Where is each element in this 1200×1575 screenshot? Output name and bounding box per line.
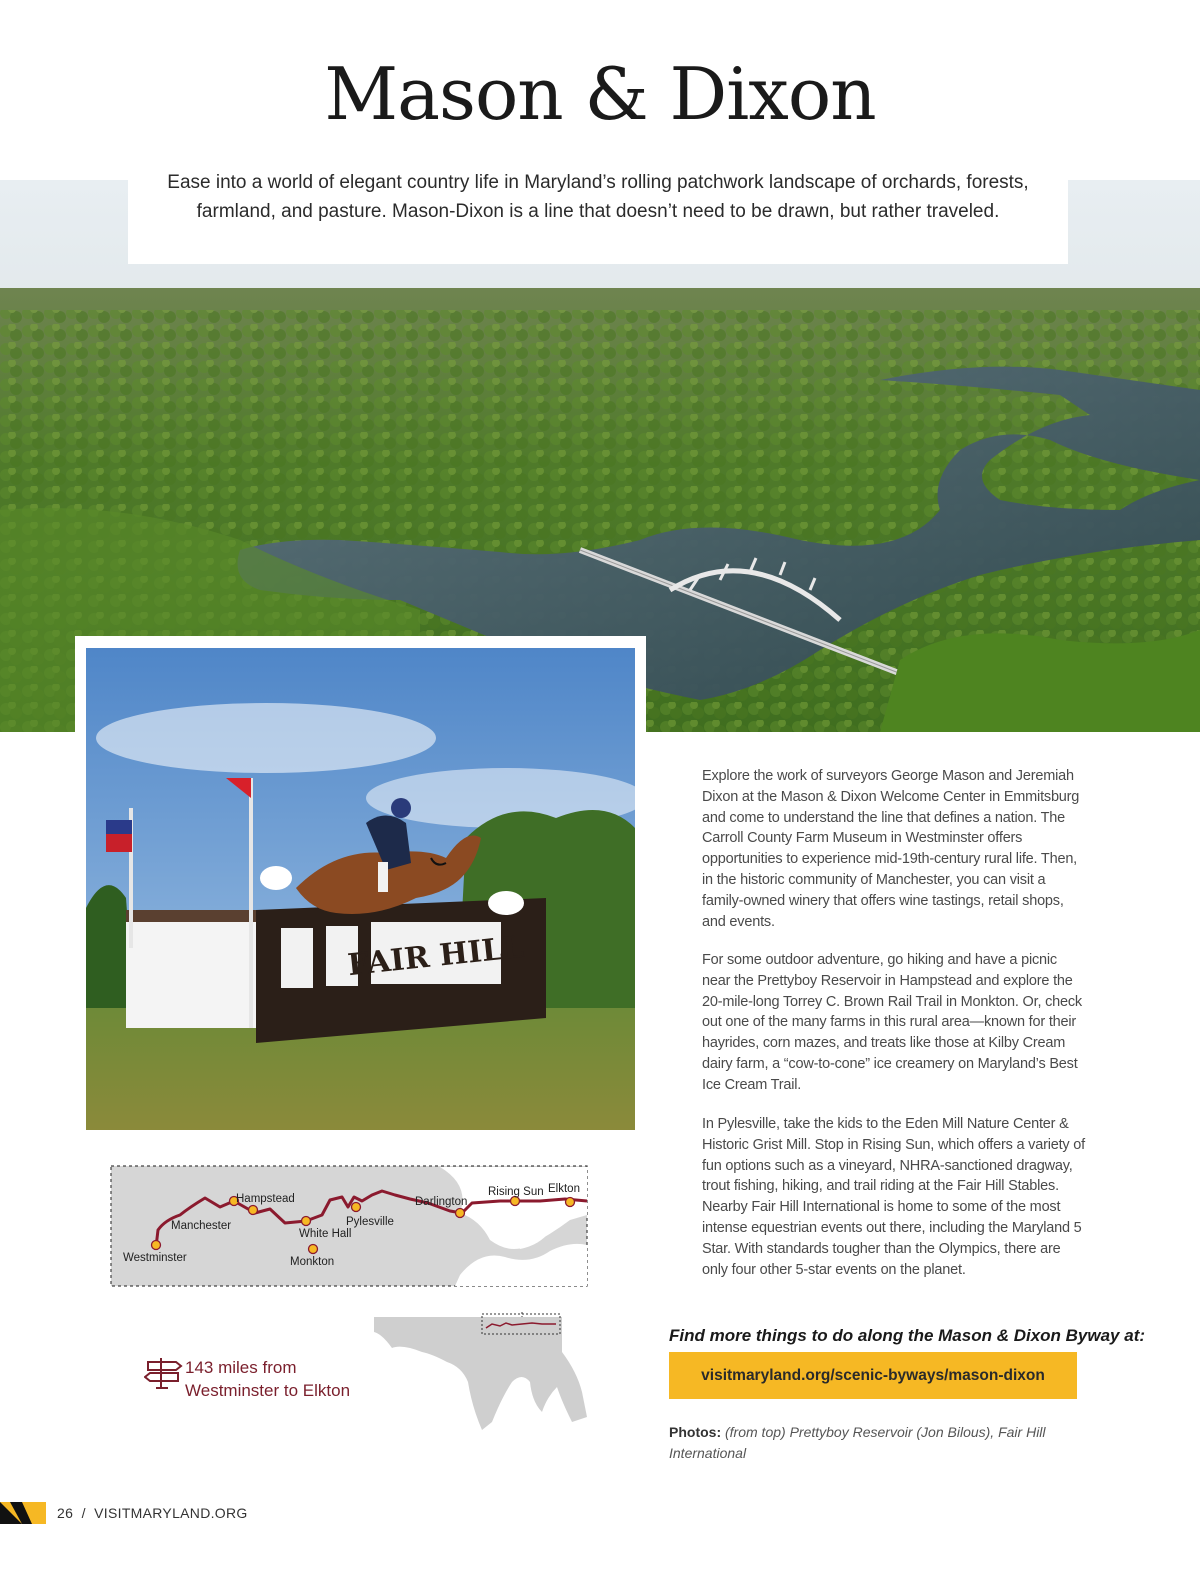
town-dot-white-hall bbox=[302, 1217, 311, 1226]
body-paragraph-3: In Pylesville, take the kids to the Eden Mill Nature Center & Historic Grist Mill. Stop in Rising Sun, which offers a variety of fun options such as a vineyard, NHRA-sanctioned dragway, trout fishing, hiking, and trail riding at the Fair Hill Stables. Nearby Fair Hill International is home to some of the most intense equestrian events out there, including the Maryland 5 Star. With standards tougher than the Olympics, there are only four other 5-star events on the planet. bbox=[702, 1116, 1086, 1278]
fair-hill-illustration bbox=[86, 648, 635, 1130]
footer-site[interactable]: VISITMARYLAND.ORG bbox=[94, 1505, 248, 1521]
equestrian-photo bbox=[86, 648, 635, 1130]
footer-separator: / bbox=[81, 1505, 86, 1521]
miles-line-2: Westminster to Elkton bbox=[185, 1381, 351, 1400]
town-dot-hampstead bbox=[249, 1206, 258, 1215]
route-map bbox=[110, 1165, 588, 1287]
photo-credits-text: (from top) Prettyboy Reservoir (Jon Bilous), Fair Hill International bbox=[669, 1424, 1046, 1461]
town-dot-pylesville bbox=[352, 1203, 361, 1212]
maryland-flag-icon bbox=[0, 1502, 46, 1524]
page-title: Mason & Dixon bbox=[324, 52, 876, 136]
maryland-outline bbox=[372, 1312, 594, 1432]
intro-text: Ease into a world of elegant country life in Maryland’s rolling patchwork landscape of orchards, forests, farmland, and pasture. Mason-Dixon is a line that doesn’t need to be drawn, but rather traveled. bbox=[167, 172, 1029, 222]
byway-route-map bbox=[110, 1165, 588, 1287]
miles-callout bbox=[185, 1356, 405, 1402]
label-monkton: Monkton bbox=[290, 1256, 335, 1268]
photo-credits-label: Photos: bbox=[669, 1424, 722, 1440]
town-dot-elkton bbox=[566, 1198, 575, 1207]
label-elkton: Elkton bbox=[548, 1183, 580, 1195]
photo-credits bbox=[669, 1422, 1049, 1464]
footer bbox=[57, 1505, 248, 1521]
miles-line-1: 143 miles from bbox=[185, 1358, 297, 1377]
find-more-heading: Find more things to do along the Mason & Dixon Byway at: bbox=[669, 1326, 1146, 1345]
town-dot-westminster bbox=[152, 1241, 161, 1250]
label-hampstead: Hampstead bbox=[236, 1193, 295, 1205]
label-white-hall: White Hall bbox=[299, 1228, 352, 1240]
signpost-icon bbox=[144, 1356, 184, 1390]
town-dot-darlington bbox=[456, 1209, 465, 1218]
page-number: 26 bbox=[57, 1505, 74, 1521]
fence-sign-text: FAIR HILL bbox=[346, 929, 526, 984]
body-paragraph-2: For some outdoor adventure, go hiking and have a picnic near the Prettyboy Reservoir in Hampstead and explore the 20-mile-long Torrey C. Brown Rail Trail in Monkton. Or, check out one of the many farms in this rural area—known for their hayrides, corn mazes, and treats like those at Kilby Cream dairy farm, a “cow-to-cone” ice creamery on Maryland’s Best Ice Cream Trail. bbox=[702, 952, 1082, 1093]
label-pylesville: Pylesville bbox=[346, 1216, 394, 1228]
label-darlington: Darlington bbox=[415, 1196, 468, 1208]
body-paragraph-1: Explore the work of surveyors George Mason and Jeremiah Dixon at the Mason & Dixon Welcome Center in Emmitsburg and come to understand the line that defines a nation. The Carroll County Farm Museum in Westminster offers opportunities to experience mid-19th-century rural life. Then, in the historic community of Manchester, you can visit a family-owned winery that offers wine tastings, retail shops, and events. bbox=[702, 768, 1080, 930]
maryland-locator-map bbox=[372, 1312, 594, 1432]
label-manchester: Manchester bbox=[171, 1220, 232, 1232]
byway-url-link[interactable]: visitmaryland.org/scenic-byways/mason-dixon bbox=[669, 1352, 1077, 1399]
label-westminster: Westminster bbox=[123, 1252, 187, 1264]
town-dot-monkton bbox=[309, 1245, 318, 1254]
label-rising-sun: Rising Sun bbox=[488, 1186, 544, 1198]
